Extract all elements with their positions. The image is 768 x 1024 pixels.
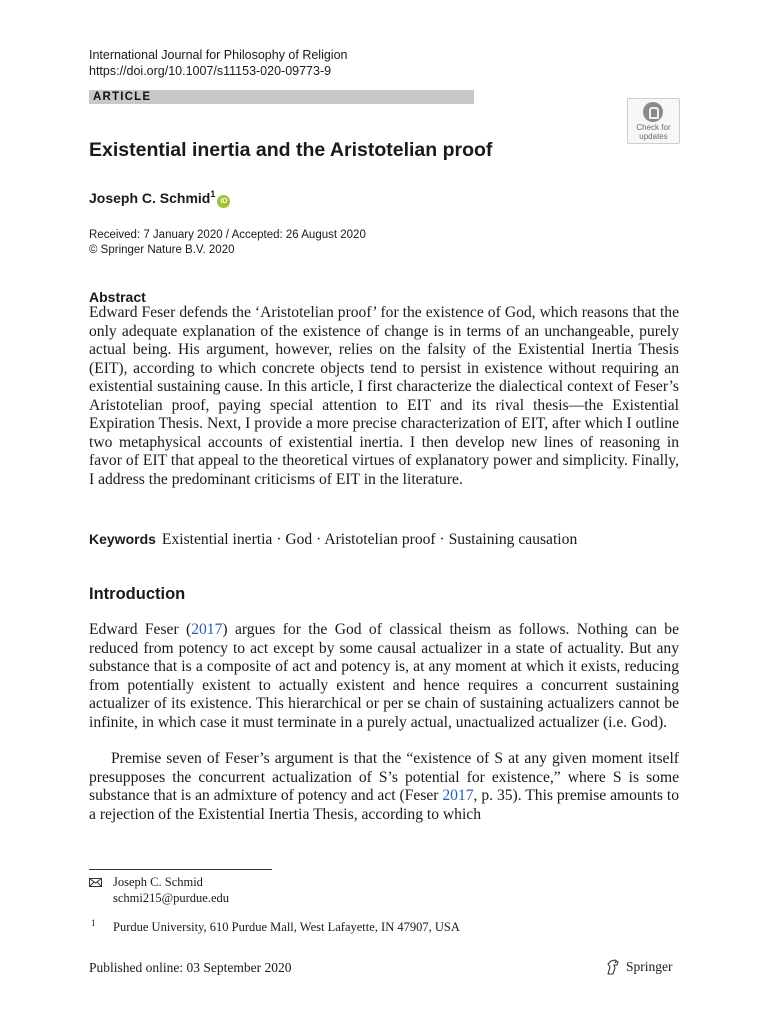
bookmark-icon xyxy=(643,102,663,122)
corresponding-author-email[interactable]: schmi215@purdue.edu xyxy=(113,891,230,905)
check-for-updates-badge[interactable] xyxy=(627,98,680,144)
abstract-heading: Abstract xyxy=(89,289,146,305)
p2-text-before: Premise seven of Feser’s argument is that the “existence of S at any given moment itself presupposes the concurrent actualization of S’s potential for existence,” where S is some substance that is an admixture of potency and act (Feser xyxy=(89,750,679,804)
article-title: Existential inertia and the Aristotelian proof xyxy=(89,139,493,161)
article-type-bar xyxy=(89,90,474,104)
badge-line-2: updates xyxy=(639,132,668,141)
affiliation-mark: 1 xyxy=(210,189,216,199)
footnote-divider xyxy=(89,869,272,870)
journal-header xyxy=(89,48,348,79)
author-name: Joseph C. Schmid xyxy=(89,190,211,206)
article-type-label: ARTICLE xyxy=(93,91,152,103)
author-line xyxy=(89,184,230,208)
intro-paragraph-2 xyxy=(89,750,679,824)
published-online: Published online: 03 September 2020 xyxy=(89,960,292,975)
intro-paragraph-1 xyxy=(89,621,679,732)
p1-text-before: Edward Feser ( xyxy=(89,621,192,638)
citation-link-feser-2017-second[interactable]: 2017 xyxy=(442,787,474,804)
keywords-line xyxy=(89,529,577,550)
publisher-name: Springer xyxy=(626,959,673,974)
keywords-text: Existential inertia · God · Aristotelian proof · Sustaining causation xyxy=(161,531,578,548)
badge-line-1: Check for xyxy=(636,123,671,132)
p2-text-after: , p. 35). This premise amounts to a rejection of the Existential Inertia Thesis, according to which xyxy=(89,787,679,823)
affiliation-text: Purdue University, 610 Purdue Mall, West Lafayette, IN 47907, USA xyxy=(113,920,460,934)
copyright: © Springer Nature B.V. 2020 xyxy=(89,244,235,256)
p1-text-after: ) argues for the God of classical theism as follows. Nothing can be reduced from potency to act except by some causal actualizer in a state of actuality. But any substance that is a composite of act and potency is, at any moment at which it exists, reducing from potentially existent to actually existent and hence requires a concurrent sustaining actualizer of its existence. This hierarchical or per se chain of sustaining actualizers cannot be infinite, in which case it must terminate in a purely actual, unactualized actualizer (i.e. God). xyxy=(89,621,679,731)
citation-link-feser-2017[interactable]: 2017 xyxy=(191,621,223,638)
envelope-icon xyxy=(89,878,102,887)
journal-name: International Journal for Philosophy of Religion xyxy=(89,48,348,62)
corresponding-author-name: Joseph C. Schmid xyxy=(113,875,203,889)
orcid-icon[interactable]: iD xyxy=(217,195,230,208)
abstract-text: Edward Feser defends the ‘Aristotelian proof’ for the existence of God, which reasons that the only adequate explanation of the existence of change is in terms of an unchangeable, purely actual being. His argument, however, relies on the falsity of the Existential Inertia Thesis (EIT), according to which concrete objects tend to persist in existence without requiring an existential sustaining cause. In this article, I first characterize the dialectical context of Feser’s Aristotelian proof, paying special attention to EIT and its rival thesis—the Existential Expiration Thesis. Next, I provide a more precise characterization of EIT, after which I outline two metaphysical accounts of existential inertia. I then develop new lines of reasoning in favor of EIT that appeal to the theoretical virtues of explanatory power and simplicity. Finally, I address the predominant criticisms of EIT in the literature. xyxy=(89,304,679,488)
affiliation-number: 1 xyxy=(91,918,96,928)
introduction-heading: Introduction xyxy=(89,585,186,603)
received-accepted: Received: 7 January 2020 / Accepted: 26 August 2020 xyxy=(89,229,366,241)
keywords-label: Keywords xyxy=(89,531,156,547)
article-dates xyxy=(89,228,366,258)
doi-link[interactable]: https://doi.org/10.1007/s11153-020-09773-9 xyxy=(89,63,332,78)
springer-horse-icon xyxy=(604,958,622,976)
